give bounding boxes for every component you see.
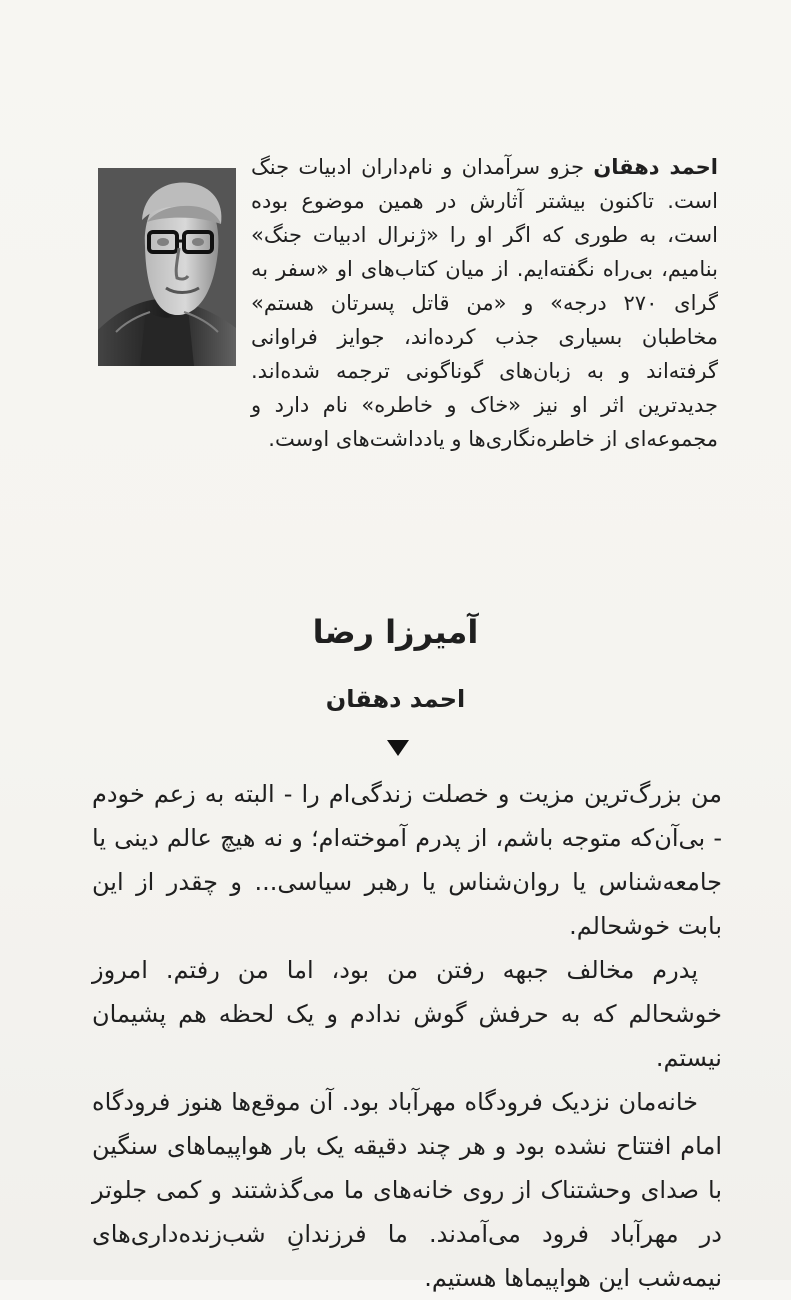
author-bio-name: احمد دهقان — [593, 155, 718, 179]
chapter-title: آمیرزا رضا — [312, 613, 479, 651]
story-paragraph-3: خانه‌مان نزدیک فرودگاه مهرآباد بود. آن موقع‌ها هنوز فرودگاه امام افتتاح نشده بود و هر چند دقیقه یک بار هواپیماهای سنگین با صدای وحشتناک از روی خانه‌های ما می‌گذشتند و کمی جلوتر در مهرآباد فرود می‌آمدند. ما فرزندانِ شب‌زنده‌داری‌های نیمه‌شب این هواپیماها هستیم. — [92, 1088, 722, 1292]
story-body — [92, 772, 722, 1300]
triangle-down-icon — [386, 739, 410, 757]
author-portrait — [98, 168, 236, 366]
story-paragraph-2: پدرم مخالف جبهه رفتن من بود، اما من رفتم. امروز خوشحالم که به حرفش گوش ندادم و یک لحظه هم پشیمان نیستم. — [92, 956, 722, 1072]
story-paragraph-1: من بزرگ‌ترین مزیت و خصلت زندگی‌ام را - البته به زعم خودم - بی‌آن‌که متوجه باشم، از پدرم آموخته‌ام؛ و نه هیچ عالم دینی یا جامعه‌شناس یا روان‌شناس یا رهبر سیاسی... و چقدر از این بابت خوشحالم. — [92, 780, 722, 940]
chapter-author: احمد دهقان — [325, 685, 466, 713]
author-bio-text: جزو سرآمدان و نام‌داران ادبیات جنگ است. تاکنون بیشتر آثارش در همین موضوع بوده است، به طوری که اگر او را «ژنرال ادبیات جنگ» بنامیم، بی‌راه نگفته‌ایم. از میان کتاب‌های او «سفر به گرای ۲۷۰ درجه» و «من قاتل پسرتان هستم» مخاطبان بسیاری جذب کرده‌اند، جوایز فراوانی گرفته‌اند و به زبان‌های گوناگونی ترجمه شده‌اند. جدیدترین اثر او نیز «خاک و خاطره» نام دارد و مجموعه‌ای از خاطره‌نگاری‌ها و یادداشت‌های اوست. — [251, 155, 719, 451]
author-bio-paragraph — [251, 150, 718, 456]
author-bio-section — [88, 140, 719, 451]
